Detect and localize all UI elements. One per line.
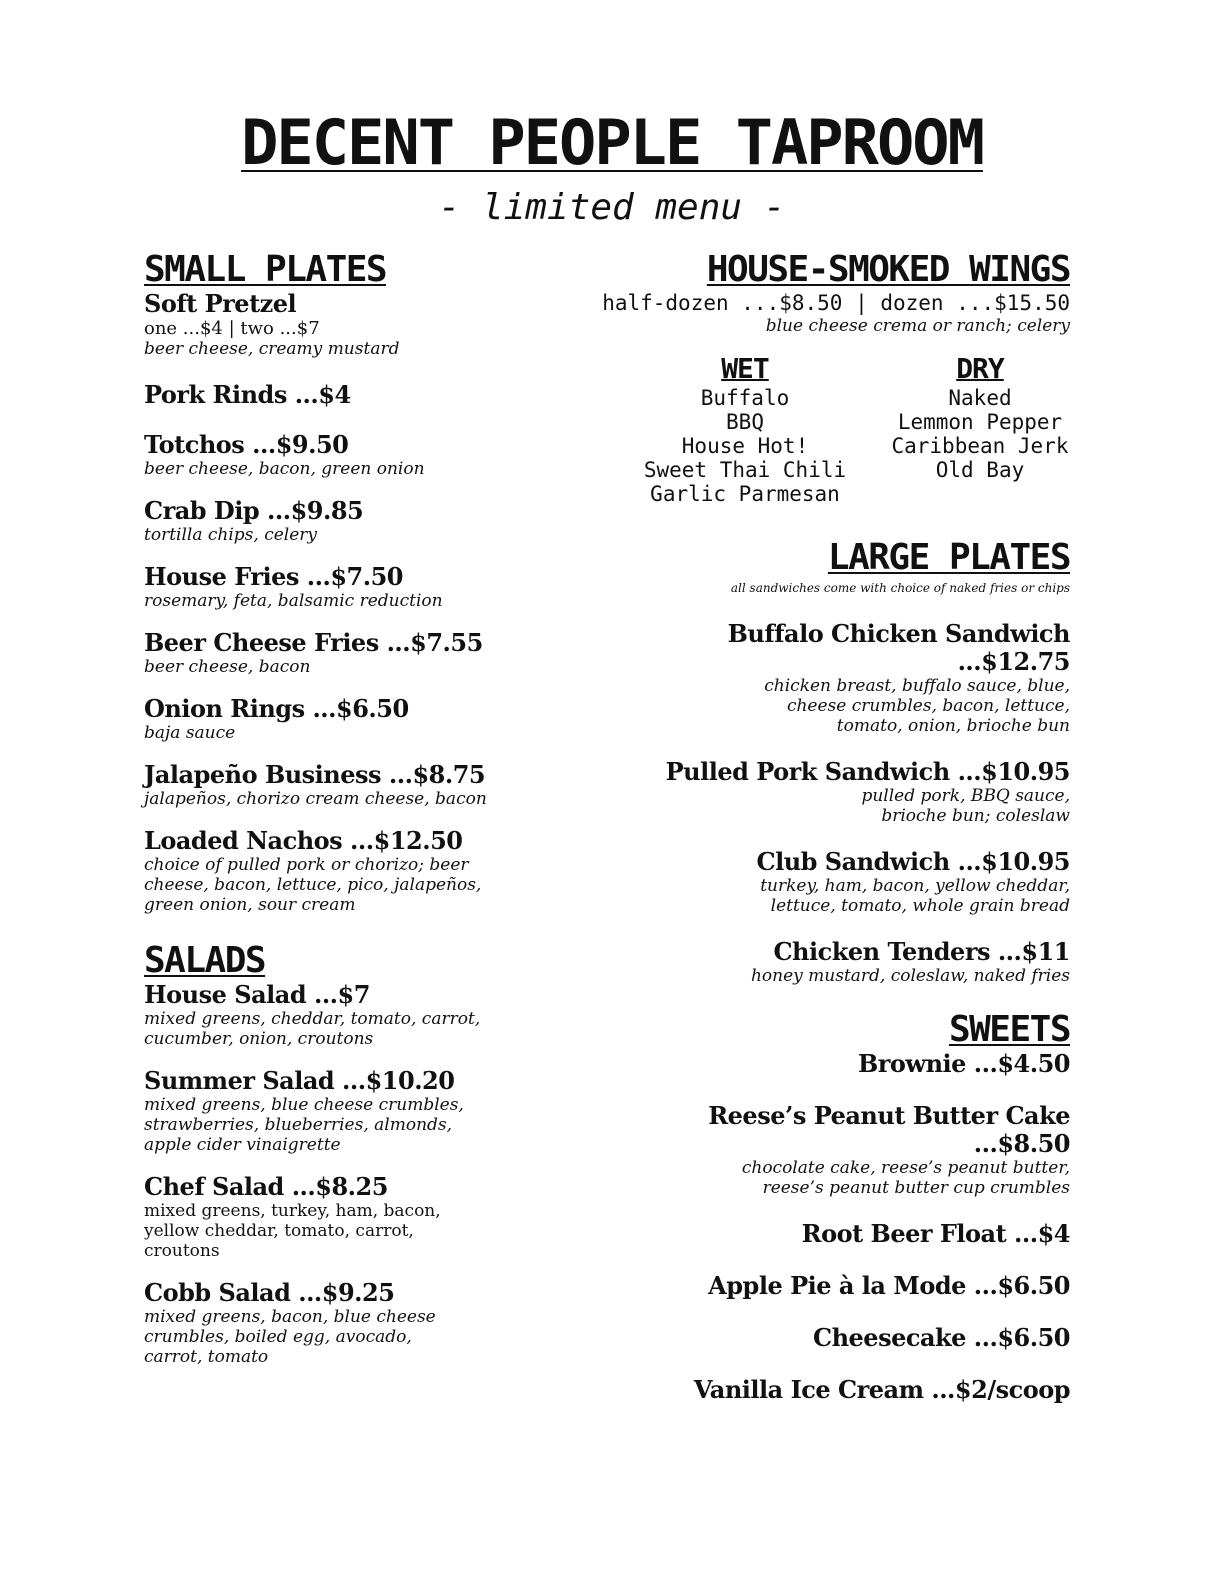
item-name: Loaded Nachos ...$12.50	[144, 826, 463, 855]
menu-subtitle: - limited menu -	[438, 187, 786, 228]
item-name-line: Brownie ...$4.50	[857, 1049, 1070, 1078]
menu-item	[530, 1376, 1070, 1404]
item-desc-line: reese’s peanut butter cup crumbles	[762, 1178, 1070, 1198]
dry-flavors	[885, 352, 1075, 482]
item-desc-line: turkey, ham, bacon, yellow cheddar,	[760, 876, 1070, 896]
salads-heading: SALADS	[144, 940, 266, 981]
item-desc-line: chicken breast, buffalo sauce, blue,	[764, 676, 1070, 696]
item-desc-line: tomato, onion, brioche bun	[836, 716, 1070, 736]
item-name-line: Club Sandwich ...$10.95	[756, 847, 1070, 876]
flavor-item: Sweet Thai Chili	[643, 458, 847, 482]
menu-item	[530, 758, 1070, 826]
wings-note: blue cheese crema or ranch; celery	[765, 316, 1070, 336]
item-name-line: Buffalo Chicken Sandwich	[727, 619, 1070, 648]
flavor-item: Caribbean Jerk	[891, 434, 1069, 458]
item-name: Chef Salad ...$8.25	[144, 1172, 388, 1201]
item-desc: beer cheese, creamy mustard	[144, 339, 400, 359]
flavor-item: Buffalo	[700, 386, 790, 410]
menu-title: DECENT PEOPLE TAPROOM	[241, 106, 983, 179]
item-desc-line: pulled pork, BBQ sauce,	[861, 786, 1070, 806]
right-column	[530, 250, 1070, 1404]
menu-item	[530, 1220, 1070, 1248]
item-name-line: ...$12.75	[957, 647, 1070, 676]
item-desc-line: lettuce, tomato, whole grain bread	[770, 896, 1070, 916]
item-name-line: Apple Pie à la Mode ...$6.50	[708, 1271, 1070, 1300]
item-desc-line: apple cider vinaigrette	[144, 1135, 341, 1155]
menu-item	[530, 1324, 1070, 1352]
large-plates-note: all sandwiches come with choice of naked fries or chips	[730, 581, 1070, 595]
item-desc-line: mixed greens, bacon, blue cheese	[144, 1307, 436, 1327]
item-name-line: Vanilla Ice Cream ...$2/scoop	[693, 1375, 1070, 1404]
menu-item	[530, 620, 1070, 736]
item-desc-line: strawberries, blueberries, almonds,	[144, 1115, 453, 1135]
item-desc-line: cheese, bacon, lettuce, pico, jalapeños,	[144, 875, 482, 895]
item-name-line: Chicken Tenders ...$11	[773, 937, 1070, 966]
item-price-line: one ...$4 | two ...$7	[144, 318, 320, 339]
item-name: Crab Dip ...$9.85	[144, 496, 364, 525]
menu-item	[530, 1050, 1070, 1078]
item-desc-line: cucumber, onion, croutons	[144, 1029, 374, 1049]
item-desc-line: mixed greens, turkey, ham, bacon,	[144, 1201, 441, 1221]
item-name: Jalapeño Business ...$8.75	[144, 760, 486, 789]
small-plates-heading: SMALL PLATES	[144, 249, 387, 290]
item-desc-line: honey mustard, coleslaw, naked fries	[750, 966, 1070, 986]
wet-flavors	[640, 352, 850, 506]
flavor-item: Old Bay	[935, 458, 1025, 482]
item-desc-line: chocolate cake, reese’s peanut butter,	[741, 1158, 1070, 1178]
item-name: Totchos ...$9.50	[144, 430, 349, 459]
item-desc-line: cheese crumbles, bacon, lettuce,	[786, 696, 1070, 716]
item-name: House Fries ...$7.50	[144, 562, 404, 591]
item-desc-line: croutons	[144, 1241, 220, 1261]
flavor-item: Naked	[948, 386, 1012, 410]
menu-item	[530, 1272, 1070, 1300]
item-name: House Salad ...$7	[144, 980, 370, 1009]
item-name: Pork Rinds ...$4	[144, 380, 351, 409]
item-desc: rosemary, feta, balsamic reduction	[144, 591, 443, 611]
item-desc: jalapeños, chorizo cream cheese, bacon	[144, 789, 487, 809]
item-name: Cobb Salad ...$9.25	[144, 1278, 395, 1307]
menu-item	[530, 848, 1070, 916]
item-desc: beer cheese, bacon	[144, 657, 311, 677]
item-desc-line: green onion, sour cream	[144, 895, 356, 915]
item-desc: baja sauce	[144, 723, 236, 743]
wings-price-line: half-dozen ...$8.50 | dozen ...$15.50	[602, 291, 1070, 315]
menu-title-wrap	[0, 108, 1224, 178]
item-name-line: Pulled Pork Sandwich ...$10.95	[665, 757, 1070, 786]
item-name: Summer Salad ...$10.20	[144, 1066, 455, 1095]
item-desc-line: mixed greens, blue cheese crumbles,	[144, 1095, 464, 1115]
menu-item	[530, 1102, 1070, 1198]
large-plates-heading: LARGE PLATES	[827, 537, 1070, 578]
item-desc-line: mixed greens, cheddar, tomato, carrot,	[144, 1009, 481, 1029]
item-desc-line: choice of pulled pork or chorizo; beer	[144, 855, 469, 875]
flavor-item: House Hot!	[681, 434, 809, 458]
wings-heading: HOUSE-SMOKED WINGS	[706, 249, 1070, 290]
flavor-item: Garlic Parmesan	[650, 482, 840, 506]
item-desc-line: carrot, tomato	[144, 1347, 269, 1367]
item-desc-line: brioche bun; coleslaw	[881, 806, 1070, 826]
item-name-line: ...$8.50	[973, 1129, 1070, 1158]
item-desc: beer cheese, bacon, green onion	[144, 459, 425, 479]
sweets-heading: SWEETS	[948, 1009, 1070, 1050]
item-name: Beer Cheese Fries ...$7.55	[144, 628, 483, 657]
flavor-item: BBQ	[726, 410, 764, 434]
item-name-line: Cheesecake ...$6.50	[812, 1323, 1070, 1352]
item-name: Onion Rings ...$6.50	[144, 694, 409, 723]
dry-heading: DRY	[956, 352, 1004, 385]
item-desc-line: crumbles, boiled egg, avocado,	[144, 1327, 412, 1347]
item-name-line: Root Beer Float ...$4	[801, 1219, 1070, 1248]
menu-item	[530, 938, 1070, 986]
flavor-item: Lemmon Pepper	[897, 410, 1063, 434]
item-desc-line: yellow cheddar, tomato, carrot,	[144, 1221, 414, 1241]
item-desc: tortilla chips, celery	[144, 525, 318, 545]
item-name-line: Reese’s Peanut Butter Cake	[708, 1101, 1070, 1130]
item-name: Soft Pretzel	[144, 289, 297, 318]
wing-flavors	[530, 352, 1070, 512]
wet-heading: WET	[721, 352, 769, 385]
